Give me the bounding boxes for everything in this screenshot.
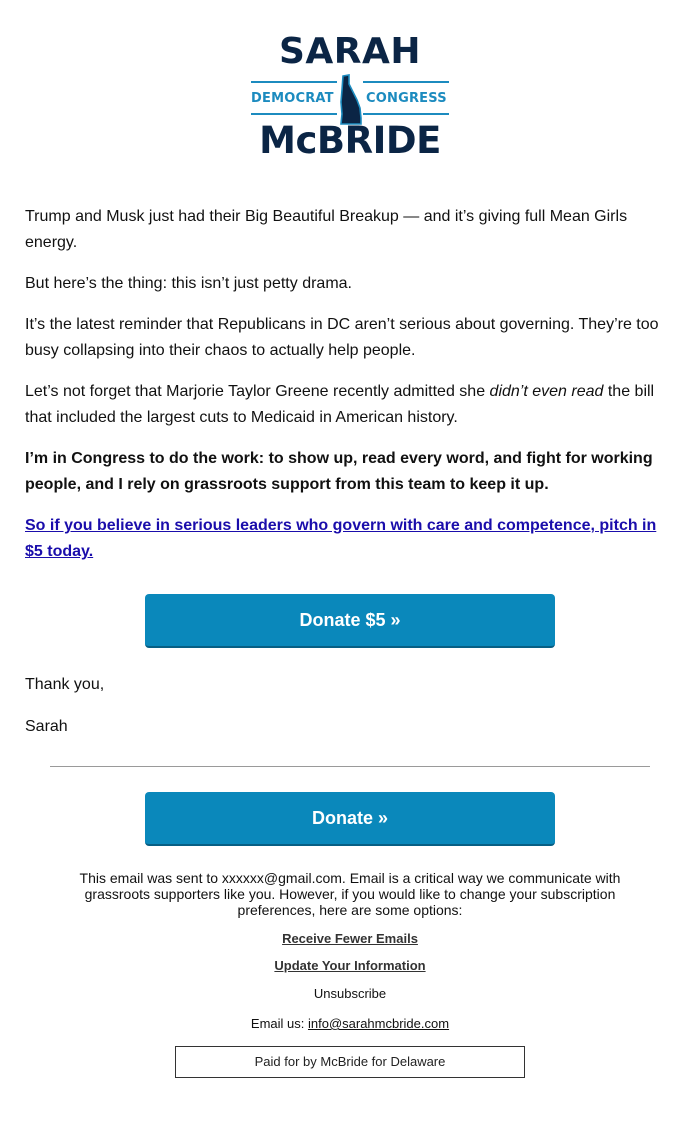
medicaid-text-start: Let’s not forget that Marjorie Taylor Greene recently admitted she xyxy=(25,383,490,400)
section-divider xyxy=(50,766,650,767)
footer-update-info xyxy=(0,957,700,975)
email-body xyxy=(25,204,677,580)
email-us-label: Email us: xyxy=(250,1016,308,1031)
paragraph-drama: But here’s the thing: this isn’t just petty drama. xyxy=(25,275,352,292)
logo-first-name: SARAH xyxy=(279,31,421,72)
logo-last-name: McBRIDE xyxy=(259,119,441,162)
footer-email-line xyxy=(0,1015,700,1033)
signoff-thanks: Thank you, xyxy=(25,676,105,693)
paragraph-commitment: I’m in Congress to do the work: to show up, read every word, and fight for working people, and I rely on grassroots support from this team to keep it up. xyxy=(25,450,653,493)
unsubscribe-link[interactable]: Unsubscribe xyxy=(313,986,387,1001)
paragraph-cta xyxy=(25,513,677,565)
paragraph-medicaid xyxy=(25,379,677,431)
campaign-logo xyxy=(248,30,452,164)
medicaid-emphasis: didn’t even read xyxy=(489,383,604,400)
logo-rule-bottom-left xyxy=(251,113,337,115)
paragraph-governing: It’s the latest reminder that Republicans in DC aren’t serious about governing. They’re too busy collapsing into their chaos to actually help people. xyxy=(25,316,659,359)
footer-notice: This email was sent to xxxxxx@gmail.com. Email is a critical way we communicate with grassroots supporters like you. However, if you would like to change your subscription preferences, here are some options: xyxy=(79,870,621,918)
contact-email-link[interactable]: info@sarahmcbride.com xyxy=(307,1016,450,1031)
paragraph-breakup: Trump and Musk just had their Big Beautiful Breakup — and it’s giving full Mean Girls energy. xyxy=(25,208,628,251)
logo-democrat-word: DEMOCRAT xyxy=(251,91,334,106)
footer-fewer-emails xyxy=(0,930,700,948)
donate-button[interactable]: Donate » xyxy=(145,792,555,846)
logo-congress-word: CONGRESS xyxy=(366,91,447,106)
paid-for-disclaimer: Paid for by McBride for Delaware xyxy=(175,1046,525,1078)
logo-rule-top-left xyxy=(251,81,337,83)
donate-5-button[interactable]: Donate $5 » xyxy=(145,594,555,648)
update-information-link[interactable]: Update Your Information xyxy=(274,958,426,973)
medicaid-text-end: the bill that included the largest cuts to Medicaid in American history. xyxy=(25,383,655,426)
receive-fewer-emails-link[interactable]: Receive Fewer Emails xyxy=(282,931,418,946)
signoff-name: Sarah xyxy=(25,718,68,735)
pitch-in-link[interactable]: So if you believe in serious leaders who govern with care and competence, pitch in $5 today. xyxy=(25,517,657,560)
logo-rule-bottom-right xyxy=(363,113,449,115)
logo-rule-top-right xyxy=(363,81,449,83)
